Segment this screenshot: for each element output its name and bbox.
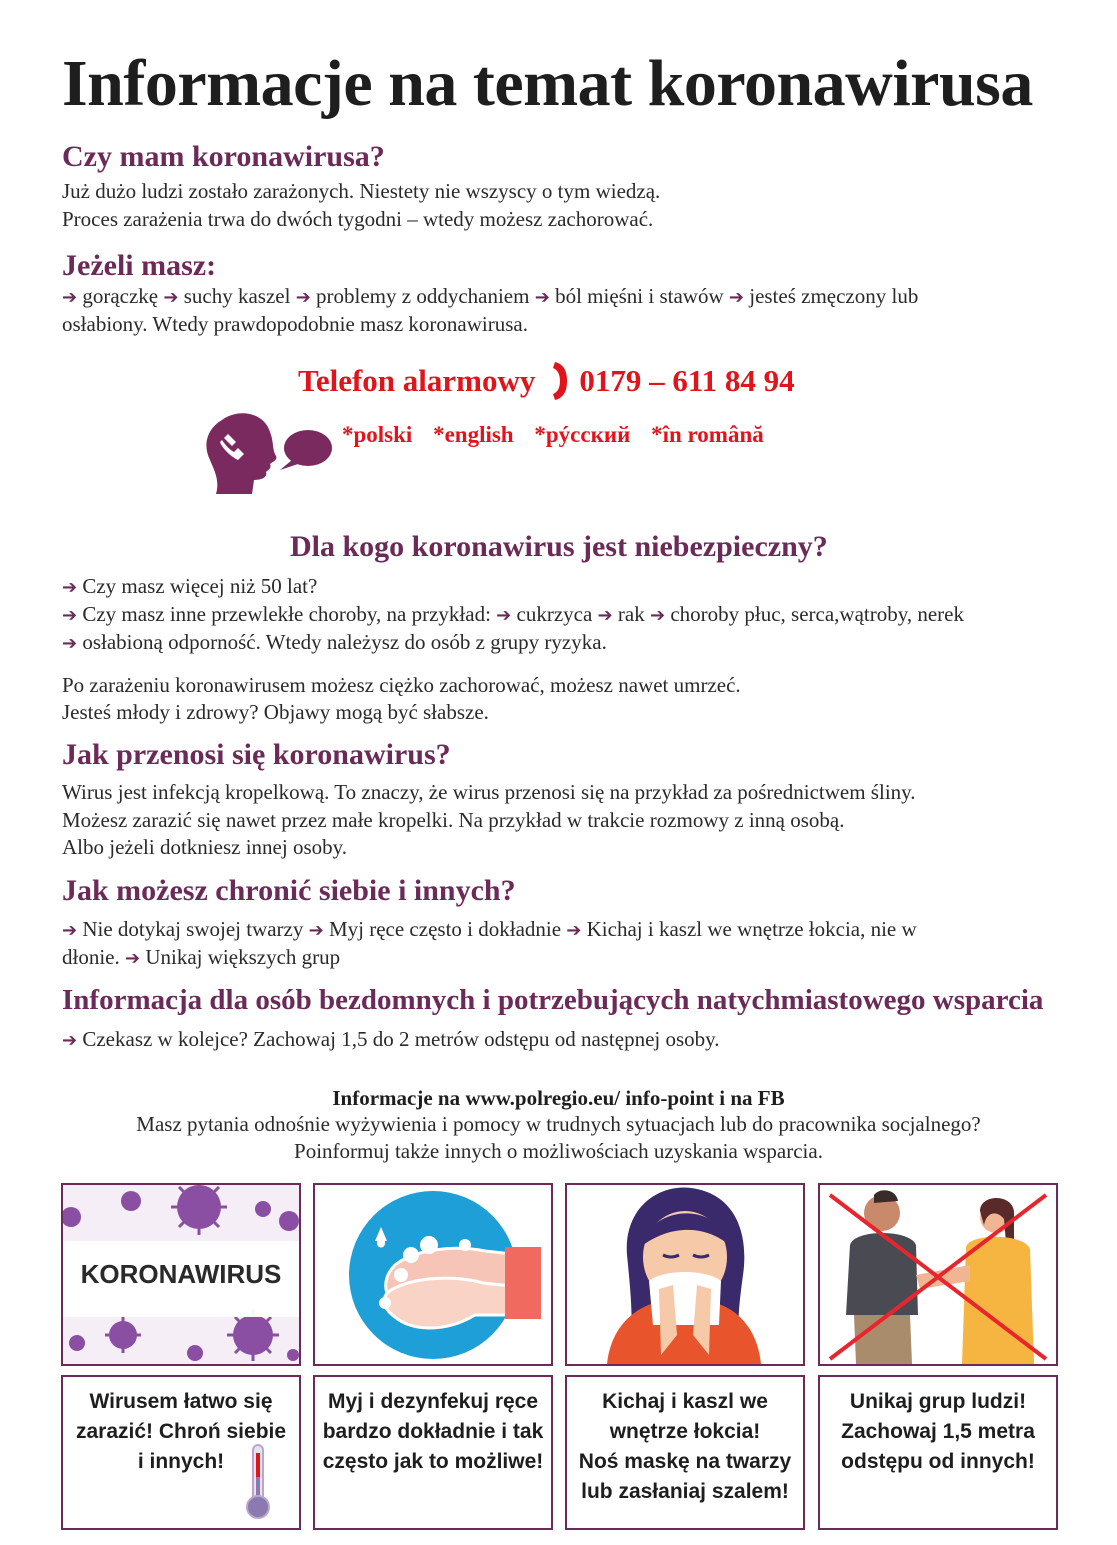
arrow-icon: ➔ [566,920,582,941]
footer-website: Informacje na www.polregio.eu/ info-point i na FB [332,1086,785,1110]
caption-line: odstępu od innych! [841,1450,1035,1473]
caption-card-2 [313,1375,553,1530]
arrow-icon: ➔ [163,287,179,308]
page-title: Informacje na temat koronawirusa [62,47,1033,120]
arrow-icon: ➔ [62,633,78,654]
caption-line: wnętrze łokcia! [609,1420,761,1443]
arrow-icon: ➔ [597,605,613,626]
risk-q3 [62,628,607,658]
risk-p1: Po zarażeniu koronawirusem możesz ciężko zachorować, możesz nawet umrzeć. [62,673,741,697]
s4-line-3: Albo jeżeli dotkniesz innej osoby. [62,835,347,859]
caption-line: Unikaj grup ludzi! [849,1390,1027,1413]
card-image-handwashing [313,1183,553,1366]
protection-line-1 [62,915,917,945]
caption-card-3 [565,1375,805,1530]
language-russian: *pýсский [534,422,631,447]
protection-item: Myj ręce często i dokładnie [328,917,562,941]
protection-item: Unikaj większych grup [145,945,341,969]
speaking-person-icon [200,410,335,498]
arrow-icon: ➔ [308,920,324,941]
protection-item: dłonie. [62,945,120,969]
arrow-icon: ➔ [62,1030,78,1051]
s4-line-1: Wirus jest infekcją kropelkową. To znaczy, że wirus przenosi się na przykład za pośrednictwem śliny. [62,780,916,804]
sneezing-person-illustration [567,1185,803,1364]
s1-line-2: Proces zarażenia trwa do dwóch tygodni – wtedy możesz zachorować. [62,207,654,231]
hotline-number[interactable]: 0179 – 611 84 94 [579,363,795,398]
protection-line-2 [62,943,340,973]
heading-homeless-info: Informacja dla osób bezdomnych i potrzebujących natychmiastowego wsparcia [62,984,1044,1016]
homeless-line [62,1025,720,1055]
disease-item: cukrzyca [516,602,593,626]
caption-line: i innych! [137,1450,225,1473]
risk-q3-text: osłabioną odporność. Wtedy należysz do osób z grupy ryzyka. [82,630,607,654]
hotline-label: Telefon alarmowy [298,363,536,398]
language-list [342,422,779,448]
caption-line: Noś maskę na twarzy [578,1450,792,1473]
arrow-icon: ➔ [62,920,78,941]
symptom-item: problemy z oddychaniem [316,284,530,308]
symptoms-line-2: osłabiony. Wtedy prawdopodobnie masz koronawirusa. [62,312,528,336]
card-image-coronavirus [61,1183,301,1366]
protection-item: Kichaj i kaszl we wnętrze łokcia, nie w [586,917,917,941]
caption-card-4 [818,1375,1058,1530]
no-handshake-illustration [820,1185,1056,1364]
caption-line: często jak to możliwe! [322,1450,544,1473]
protection-item: Nie dotykaj swojej twarzy [82,917,304,941]
heading-protection: Jak możesz chronić siebie i innych? [62,874,516,907]
disease-item: choroby płuc, serca,wątroby, nerek [670,602,964,626]
heading-who-at-risk: Dla kogo koronawirus jest niebezpieczny? [290,530,828,563]
card-image-distancing [818,1183,1058,1366]
caption-line: bardzo dokładnie i tak [322,1420,544,1443]
symptom-item: jesteś zmęczony lub [749,284,919,308]
arrow-icon: ➔ [295,287,311,308]
footer-line-1: Masz pytania odnośnie wyżywienia i pomocy w trudnych sytuacjach lub do pracownika socjalnego? [136,1112,981,1136]
risk-q2-text: Czy masz inne przewlekłe choroby, na przykład: [82,602,491,626]
hotline [298,360,795,402]
arrow-icon: ➔ [534,287,550,308]
arrow-icon: ➔ [728,287,744,308]
risk-q1 [62,572,317,602]
s1-line-1: Już dużo ludzi zostało zarażonych. Niestety nie wszyscy o tym wiedzą. [62,179,661,203]
risk-q1-text: Czy masz więcej niż 50 lat? [82,574,318,598]
arrow-icon: ➔ [649,605,666,626]
heading-transmission: Jak przenosi się koronawirus? [62,738,451,771]
caption-card-1 [61,1375,301,1530]
heading-if-you-have: Jeżeli masz: [62,249,217,282]
arrow-icon: ➔ [62,577,78,598]
symptoms-line [62,282,918,312]
risk-p2: Jesteś młody i zdrowy? Objawy mogą być słabsze. [62,700,489,724]
symptom-item: ból mięśni i stawów [555,284,724,308]
language-english: *english [433,422,514,447]
caption-line: Kichaj i kaszl we [602,1390,768,1413]
arrow-icon: ➔ [125,948,141,969]
language-romanian: *în română [651,422,764,447]
homeless-text: Czekasz w kolejce? Zachowaj 1,5 do 2 metrów odstępu od następnej osoby. [82,1027,720,1051]
caption-line: Zachowaj 1,5 metra [841,1420,1035,1443]
thermometer-icon [245,1443,271,1521]
symptom-item: suchy kaszel [183,284,291,308]
arrow-icon: ➔ [62,287,78,308]
risk-q2 [62,600,964,630]
arrow-icon: ➔ [496,605,512,626]
coronavirus-label: KORONAWIRUS [80,1259,282,1289]
heading-do-i-have: Czy mam koronawirusa? [62,140,385,173]
symptom-item: gorączkę [82,284,159,308]
handwashing-icon [315,1185,551,1364]
phone-icon [549,360,571,402]
caption-line: Myj i dezynfekuj ręce [327,1390,539,1413]
footer-line-2: Poinformuj także innych o możliwościach uzyskania wsparcia. [294,1139,823,1163]
s4-line-2: Możesz zarazić się nawet przez małe kropelki. Na przykład w trakcie rozmowy z inną osobą. [62,808,845,832]
caption-line: lub zasłaniaj szalem! [581,1480,789,1503]
language-polish: *polski [342,422,413,447]
caption-line: Wirusem łatwo się [89,1390,273,1413]
caption-line: zarazić! Chroń siebie [75,1420,287,1443]
disease-item: rak [617,602,645,626]
arrow-icon: ➔ [62,605,78,626]
card-image-sneezing [565,1183,805,1366]
